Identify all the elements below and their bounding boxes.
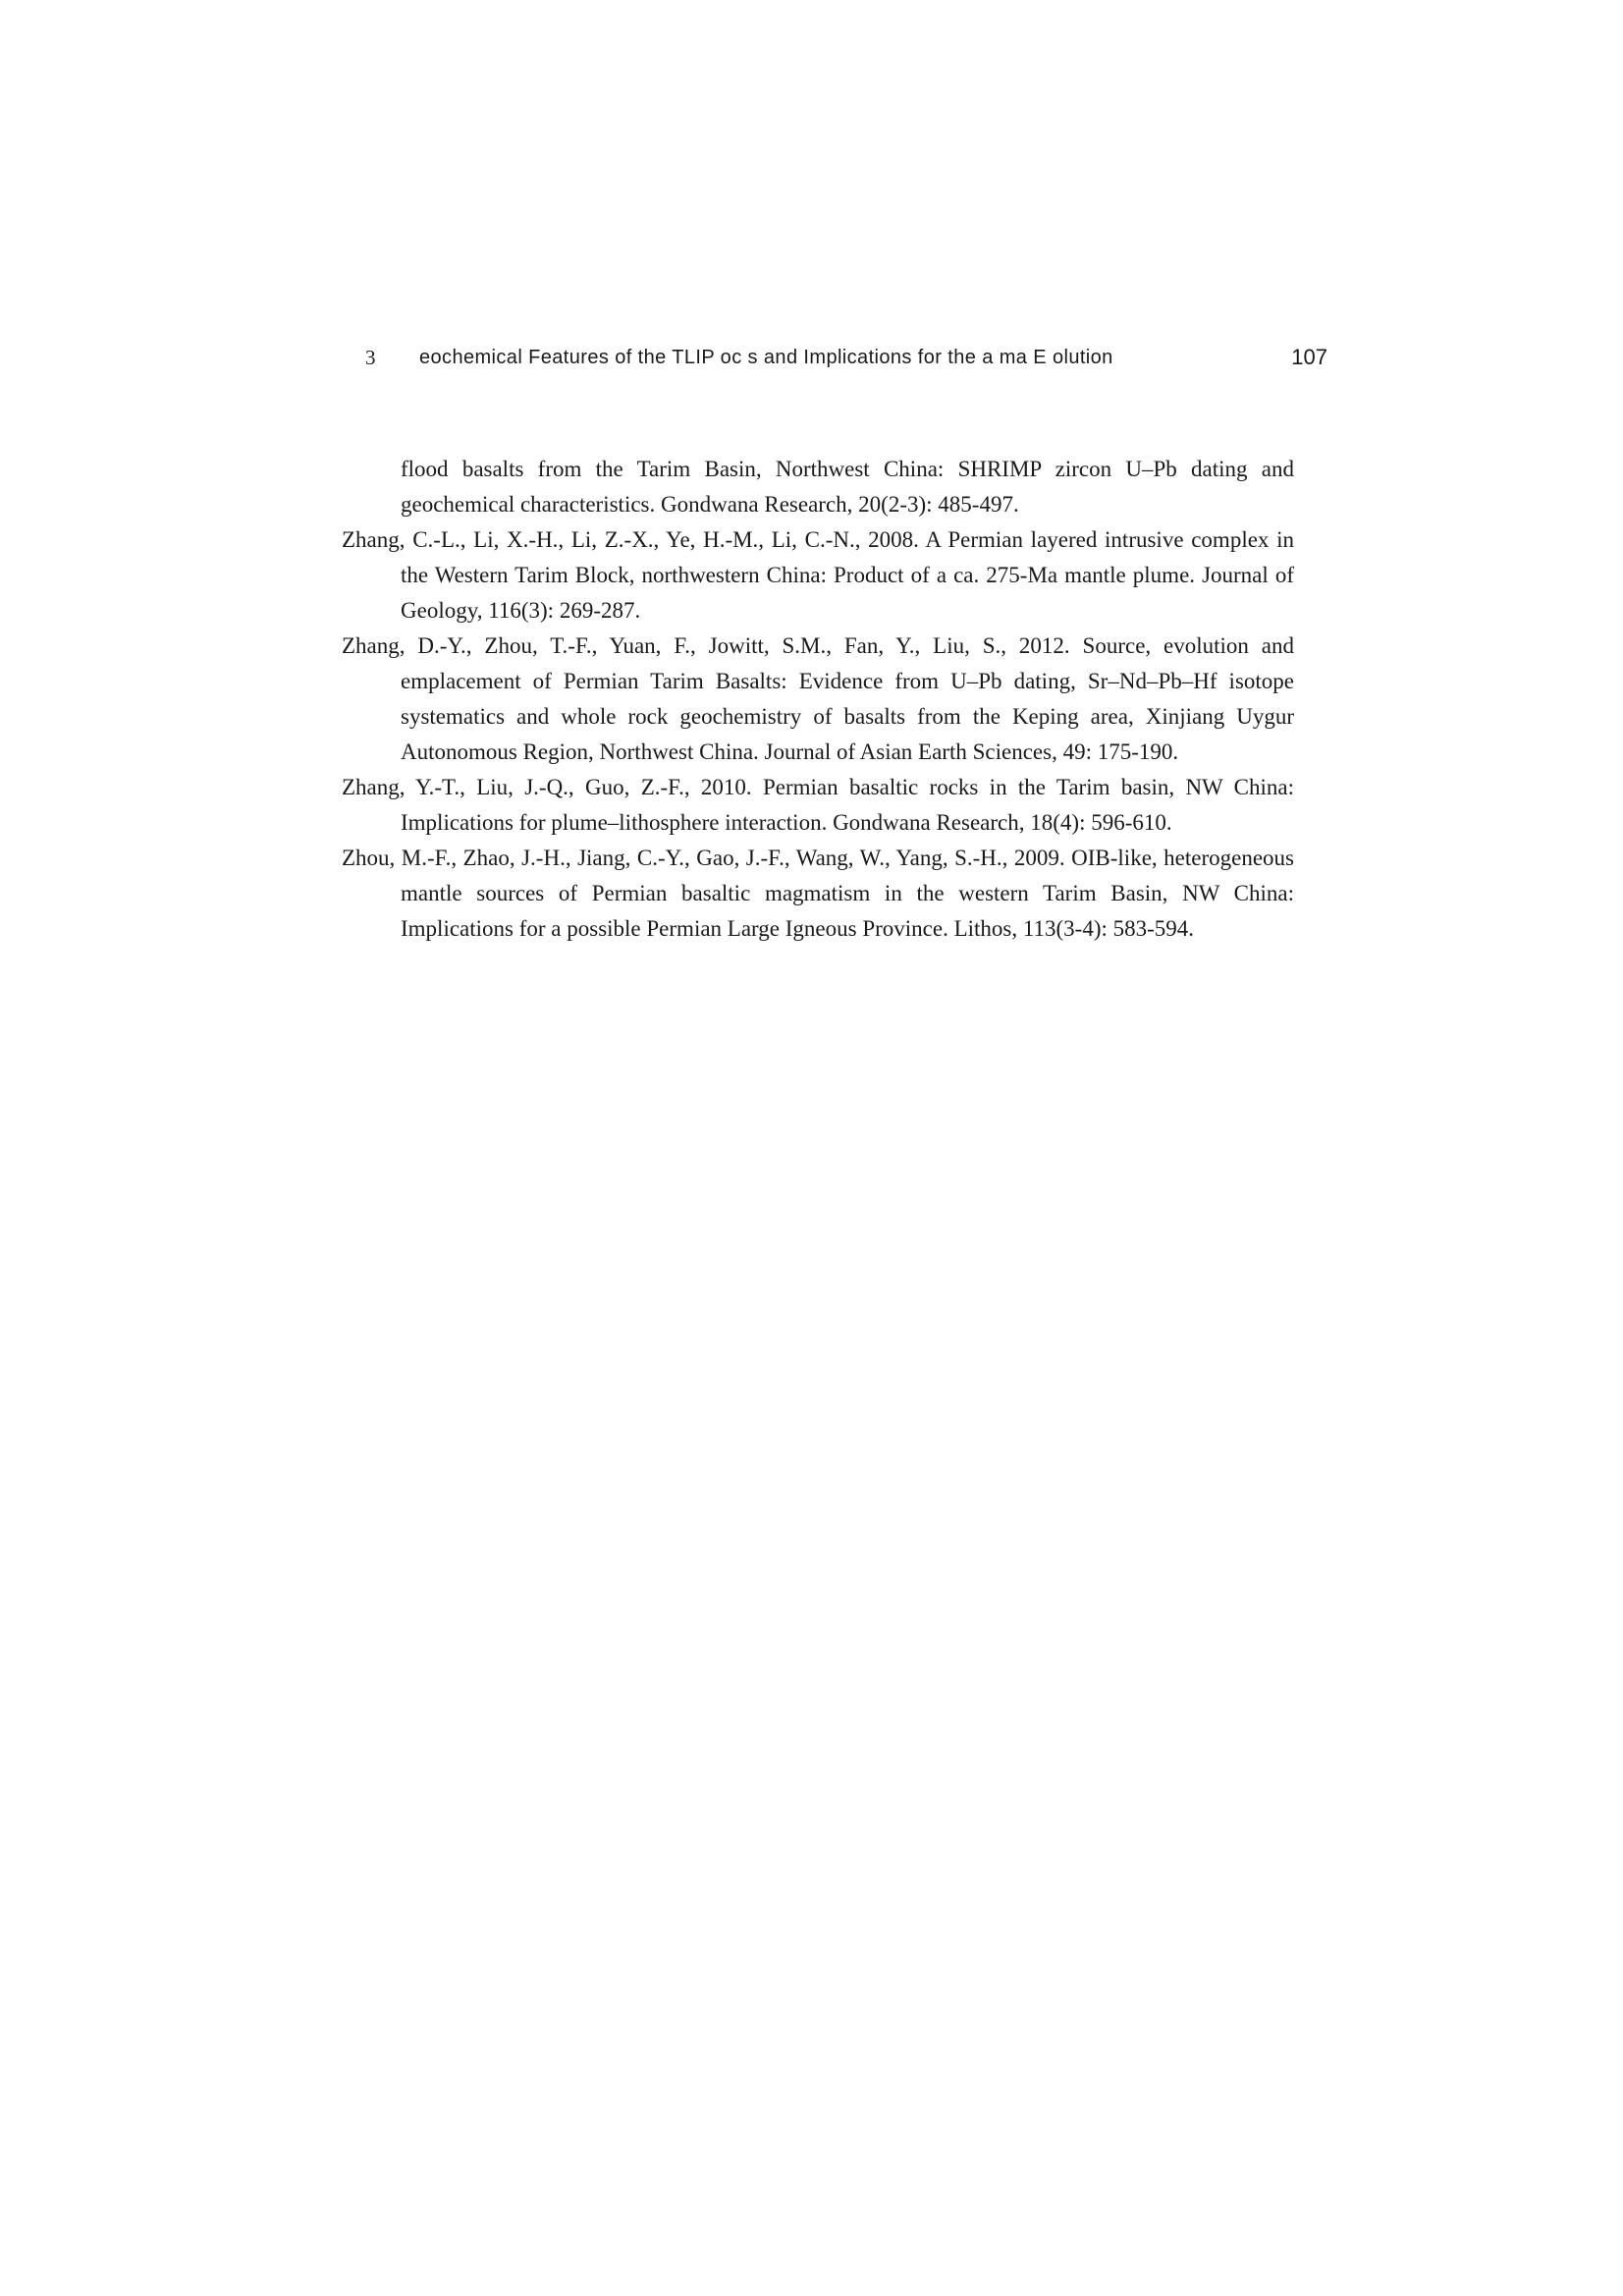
reference-entry: Zhang, D.-Y., Zhou, T.-F., Yuan, F., Jowitt, S.M., Fan, Y., Liu, S., 2012. Source, evolution and emplacement of Permian Tarim Basalts: Evidence from U–Pb dating, Sr–Nd–Pb–Hf isotope systematics and whole rock geochemistry of basalts from the Keping area, Xinjiang Uygur Autonomous Region, Northwest China. Journal of Asian Earth Sciences, 49: 175-190. [342, 633, 1294, 764]
running-header [365, 341, 1327, 374]
page-number: 107 [1291, 345, 1327, 369]
reference-entry: Zhou, M.-F., Zhao, J.-H., Jiang, C.-Y., Gao, J.-F., Wang, W., Yang, S.-H., 2009. OIB-like, heterogeneous mantle sources of Permian basaltic magmatism in the western Tarim Basin, NW China: Implications for a possible Permian Large Igneous Province. Lithos, 113(3-4): 583-594. [342, 846, 1294, 941]
running-title: eochemical Features of the TLIP oc s and Implications for the a ma E olution [419, 347, 1113, 368]
reference-list [342, 452, 1294, 947]
reference-entry-continued: flood basalts from the Tarim Basin, Northwest China: SHRIMP zircon U–Pb dating and geochemical characteristics. Gondwana Research, 20(2-3): 485-497. [401, 457, 1294, 517]
chapter-number: 3 [365, 346, 376, 369]
reference-entry: Zhang, C.-L., Li, X.-H., Li, Z.-X., Ye, H.-M., Li, C.-N., 2008. A Permian layered intrusive complex in the Western Tarim Block, northwestern China: Product of a ca. 275-Ma mantle plume. Journal of Geology, 116(3): 269-287. [342, 527, 1294, 623]
reference-entry: Zhang, Y.-T., Liu, J.-Q., Guo, Z.-F., 2010. Permian basaltic rocks in the Tarim basin, NW China: Implications for plume–lithosphere interaction. Gondwana Research, 18(4): 596-610. [342, 775, 1294, 835]
